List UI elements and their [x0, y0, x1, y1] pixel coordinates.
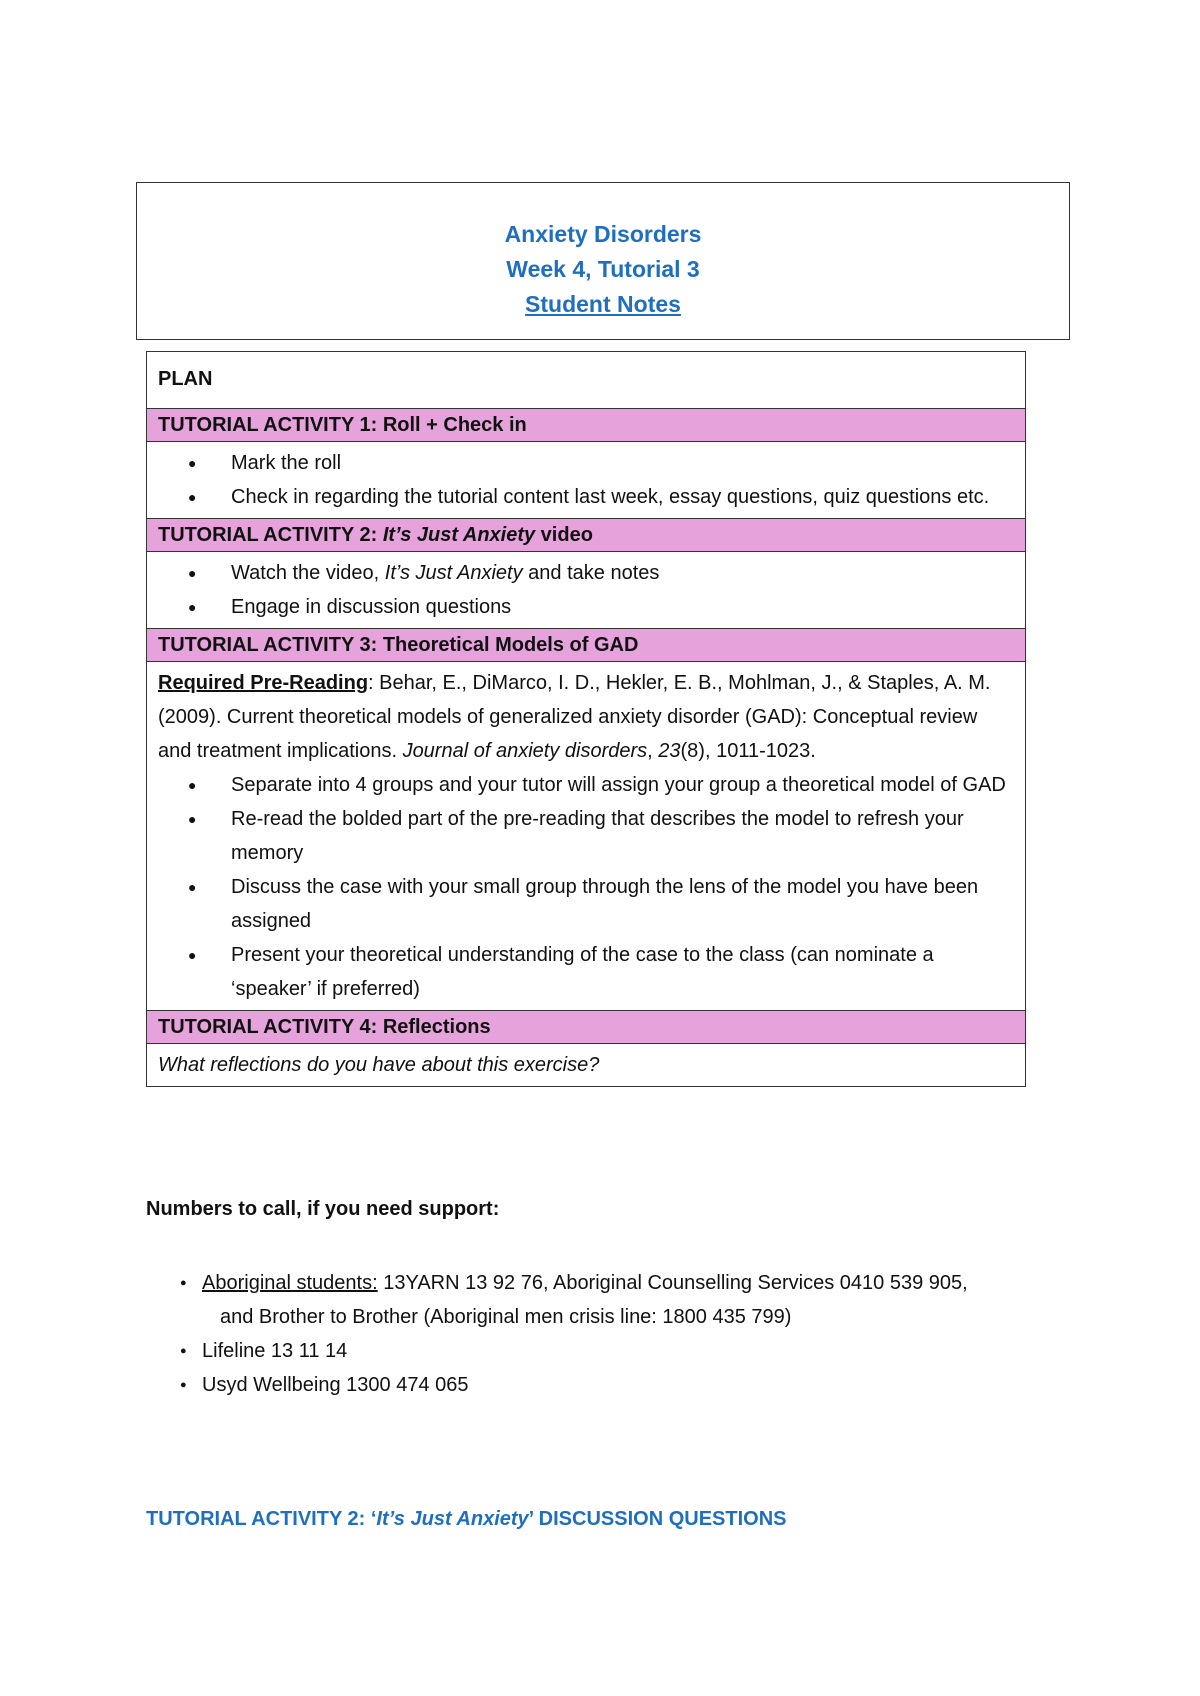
activity-3-body: [147, 662, 1026, 1011]
aboriginal-continuation: and Brother to Brother (Aboriginal men crisis line: 1800 435 799): [220, 1306, 792, 1328]
video-title: It’s Just Anxiety: [376, 1508, 529, 1530]
aboriginal-numbers: 13YARN 13 92 76, Aboriginal Counselling Services 0410 539 905,: [377, 1272, 968, 1294]
list-item: ● Engage in discussion questions: [231, 590, 1014, 624]
activity-4-title: TUTORIAL ACTIVITY 4: Reflections: [147, 1011, 1026, 1044]
student-notes-heading: Student Notes: [525, 291, 681, 317]
activity-2-list: [158, 556, 1014, 624]
list-item: [176, 1266, 1076, 1300]
document-title: Anxiety Disorders: [504, 221, 702, 247]
list-item: [231, 556, 1014, 590]
activity-4-body: [147, 1044, 1026, 1087]
video-title: It’s Just Anxiety: [382, 524, 536, 546]
activity-2-body: [147, 552, 1026, 629]
reference-text: (8), 1011-1023.: [680, 740, 816, 762]
list-item: ● Usyd Wellbeing 1300 474 065: [176, 1368, 1076, 1402]
list-item: ● Re-read the bolded part of the pre-reading that describes the model to refresh your memory: [231, 802, 1014, 870]
heading-suffix: ’ DISCUSSION QUESTIONS: [528, 1508, 787, 1530]
discussion-questions-heading: [146, 1508, 787, 1531]
plan-table: [146, 351, 1026, 1087]
list-item: ● Lifeline 13 11 14: [176, 1334, 1076, 1368]
activity-1-body: [147, 442, 1026, 519]
activity-1-title: TUTORIAL ACTIVITY 1: Roll + Check in: [147, 409, 1026, 442]
activity-3-list: [158, 768, 1014, 1006]
activity-1-list: [158, 446, 1014, 514]
support-list: [176, 1266, 1076, 1402]
list-item: ● Discuss the case with your small group through the lens of the model you have been assigned: [231, 870, 1014, 938]
list-item: ● Mark the roll: [231, 446, 1014, 480]
plan-heading: PLAN: [147, 352, 1026, 409]
journal-name: Journal of anxiety disorders: [402, 740, 648, 762]
title-box: [136, 182, 1070, 340]
pre-reading-reference: [158, 666, 1014, 768]
support-heading: Numbers to call, if you need support:: [146, 1198, 500, 1220]
reference-text: : Behar, E., DiMarco, I. D., Hekler, E. B., Mohlman, J., & Staples, A. M. (2009). Current theoretical models of generalized anxiety disorder (GAD): Conceptual review and treatment implications.: [158, 672, 991, 762]
activity-2-title-suffix: video: [535, 524, 593, 546]
list-item: ● Separate into 4 groups and your tutor will assign your group a theoretical model of GAD: [231, 768, 1014, 802]
activity-2-title-prefix: TUTORIAL ACTIVITY 2:: [158, 524, 383, 546]
reflection-question: What reflections do you have about this exercise?: [158, 1054, 600, 1076]
journal-volume: 23: [658, 740, 681, 762]
heading-prefix: TUTORIAL ACTIVITY 2: ‘: [146, 1508, 377, 1530]
reference-text: ,: [647, 740, 659, 762]
pre-reading-label: Required Pre-Reading: [158, 672, 369, 694]
aboriginal-students-label: Aboriginal students:: [202, 1272, 378, 1294]
list-item: ● Present your theoretical understanding of the case to the class (can nominate a ‘speaker’ if preferred): [231, 938, 1014, 1006]
item-text: Watch the video,: [231, 562, 385, 584]
video-title: It’s Just Anxiety: [384, 562, 523, 584]
list-item: ● Check in regarding the tutorial content last week, essay questions, quiz questions etc.: [231, 480, 1014, 514]
activity-2-title: [147, 519, 1026, 552]
week-tutorial: Week 4, Tutorial 3: [506, 256, 700, 282]
item-text: and take notes: [522, 562, 660, 584]
activity-3-title: TUTORIAL ACTIVITY 3: Theoretical Models of GAD: [147, 629, 1026, 662]
